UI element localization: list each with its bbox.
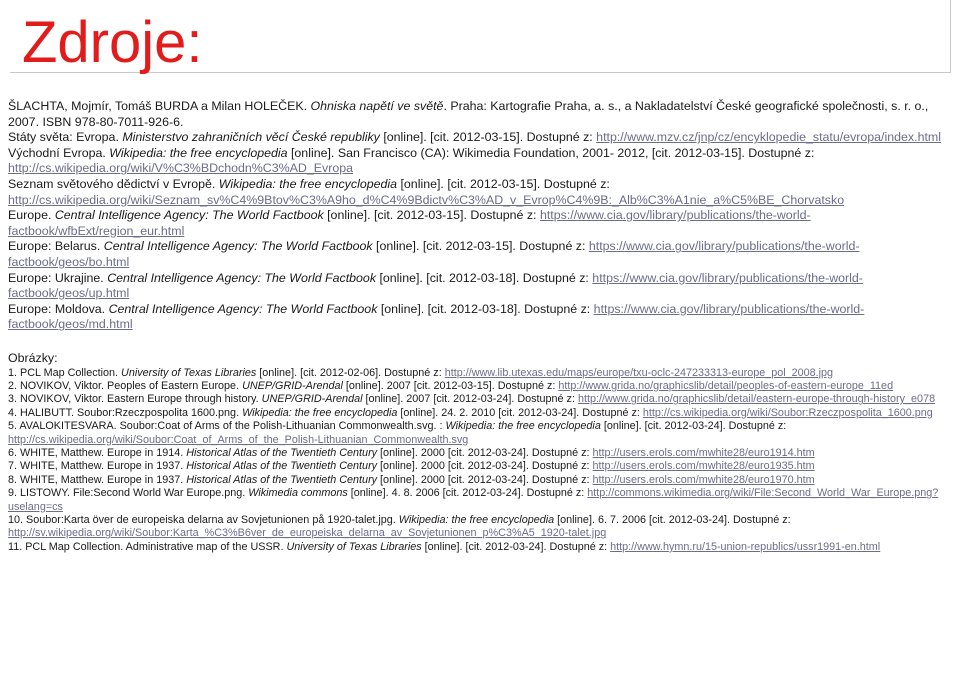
reference-4: Seznam světového dědictví v Evropě. Wikipedia: the free encyclopedia [online]. [cit. 2012-03-15]. Dostupné z: http://cs.wikipedia.org/wiki/Seznam_sv%C4%9Btov%C3%A9ho_d%C4%9Bdictv%C3%AD_v_Evrop%C4%9B:_Alb%C3%A1nie_a%C5%BE_Chorvatsko bbox=[8, 176, 845, 207]
image-source-11: 11. PCL Map Collection. Administrative map of the USSR. University of Texas Libraries [online]. [cit. 2012-03-24]. Dostupné z: http://www.hymn.ru/15-union-republics/ussr1991-en.html bbox=[8, 540, 881, 553]
reference-3: Východní Evropa. Wikipedia: the free encyclopedia [online]. San Francisco (CA): Wikimedia Foundation, 2001- 2012, [cit. 2012-03-15]. Dostupné z: http://cs.wikipedia.org/wiki/V%C3%BDchodn%C3%AD_Evropa bbox=[8, 145, 815, 176]
image-source-6: 6. WHITE, Matthew. Europe in 1914. Historical Atlas of the Twentieth Century [online]. 2000 [cit. 2012-03-24]. Dostupné z: http://users.erols.com/mwhite28/euro1914.htm bbox=[8, 446, 815, 459]
image-source-1: 1. PCL Map Collection. University of Texas Libraries [online]. [cit. 2012-02-06]. Dostupné z: http://www.lib.utexas.edu/maps/europe/txu-oclc-247233313-europe_pol_2008.jpg bbox=[8, 366, 834, 379]
reference-link[interactable]: https://www.cia.gov/library/publications/the-world-factbook/wfbExt/region_eur.html bbox=[8, 208, 811, 238]
image-source-5: 5. AVALOKITESVARA. Soubor:Coat of Arms of the Polish-Lithuanian Commonwealth.svg. : Wikipedia: the free encyclopedia [online]. [cit. 2012-03-24]. Dostupné z: http://cs.wikipedia.org/wiki/Soubor:Coat_of_Arms_of_the_Polish-Lithuanian_Commonwealth.svg bbox=[8, 420, 787, 446]
reference-link[interactable]: https://www.cia.gov/library/publications/the-world-factbook/geos/md.html bbox=[8, 301, 865, 332]
image-source-link[interactable]: http://sv.wikipedia.org/wiki/Soubor:Karta_%C3%B6ver_de_europeiska_delarna_av_Sovjetunionen_p%C3%A5_1920-talet.jpg bbox=[8, 527, 607, 540]
image-source-3: 3. NOVIKOV, Viktor. Eastern Europe through history. UNEP/GRID-Arendal [online]. 2007 [cit. 2012-03-24]. Dostupné z: http://www.grida.no/graphicslib/detail/eastern-europe-through-history_e078 bbox=[8, 393, 936, 406]
references bbox=[8, 99, 953, 554]
images-heading: Obrázky: bbox=[8, 350, 58, 365]
reference-7: Europe: Ukrajine. Central Intelligence Agency: The World Factbook [online]. [cit. 2012-03-18]. Dostupné z: https://www.cia.gov/library/publications/the-world-factbook/geos/up.html bbox=[8, 270, 863, 301]
reference-link[interactable]: http://cs.wikipedia.org/wiki/V%C3%BDchodn%C3%AD_Evropa bbox=[8, 161, 354, 176]
image-source-link[interactable]: http://cs.wikipedia.org/wiki/Soubor:Rzeczpospolita_1600.png bbox=[642, 406, 933, 419]
image-sources bbox=[8, 367, 953, 555]
image-source-link[interactable]: http://www.lib.utexas.edu/maps/europe/txu-oclc-247233313-europe_pol_2008.jpg bbox=[444, 366, 834, 379]
slide-title: Zdroje: bbox=[22, 10, 203, 75]
reference-link[interactable]: http://cs.wikipedia.org/wiki/Seznam_sv%C4%9Btov%C3%A9ho_d%C4%9Bdictv%C3%AD_v_Evrop%C4%9B:_Alb%C3%A1nie_a%C5%BE_Chorvatsko bbox=[8, 192, 845, 207]
reference-2: Státy světa: Evropa. Ministerstvo zahraničních věcí České republiky [online]. [cit. 2012-03-15]. Dostupné z: http://www.mzv.cz/jnp/cz/encyklopedie_statu/evropa/index.html bbox=[8, 130, 941, 145]
reference-link[interactable]: http://www.mzv.cz/jnp/cz/encyklopedie_statu/evropa/index.html bbox=[596, 130, 941, 145]
image-source-4: 4. HALIBUTT. Soubor:Rzeczpospolita 1600.png. Wikipedia: the free encyclopedia [online]. 24. 2. 2010 [cit. 2012-03-24]. Dostupné z: http://cs.wikipedia.org/wiki/Soubor:Rzeczpospolita_1600.png bbox=[8, 406, 933, 419]
reference-5: Europe. Central Intelligence Agency: The World Factbook [online]. [cit. 2012-03-15]. Dostupné z: https://www.cia.gov/library/publications/the-world-factbook/wfbExt/region_eur.html bbox=[8, 208, 811, 238]
image-source-7: 7. WHITE, Matthew. Europe in 1937. Historical Atlas of the Twentieth Century [online]. 2000 [cit. 2012-03-24]. Dostupné z: http://users.erols.com/mwhite28/euro1935.htm bbox=[8, 460, 815, 473]
image-source-link[interactable]: http://www.grida.no/graphicslib/detail/eastern-europe-through-history_e078 bbox=[577, 393, 936, 406]
reference-8: Europe: Moldova. Central Intelligence Agency: The World Factbook [online]. [cit. 2012-03-18]. Dostupné z: https://www.cia.gov/library/publications/the-world-factbook/geos/md.html bbox=[8, 301, 865, 332]
image-source-link[interactable]: http://www.grida.no/graphicslib/detail/peoples-of-eastern-europe_11ed bbox=[558, 379, 894, 392]
reference-1: ŠLACHTA, Mojmír, Tomáš BURDA a Milan HOLEČEK. Ohniska napětí ve světě. Praha: Kartografie Praha, a. s., a Nakladatelství České geografické společnosti, s. r. o., 2007. ISBN 978-80-7011-926-6. bbox=[8, 99, 929, 129]
reference-link[interactable]: https://www.cia.gov/library/publications/the-world-factbook/geos/bo.html bbox=[8, 239, 860, 269]
image-source-10: 10. Soubor:Karta över de europeiska delarna av Sovjetunionen på 1920-talet.jpg. Wikipedia: the free encyclopedia [online]. 6. 7. 2006 [cit. 2012-03-24]. Dostupné z: http://sv.wikipedia.org/wiki/Soubor:Karta_%C3%B6ver_de_europeiska_delarna_av_Sovjetunionen_p%C3%A5_1920-talet.jpg bbox=[8, 513, 791, 540]
section-spacer bbox=[8, 333, 953, 351]
reference-6: Europe: Belarus. Central Intelligence Agency: The World Factbook [online]. [cit. 2012-03-15]. Dostupné z: https://www.cia.gov/library/publications/the-world-factbook/geos/bo.html bbox=[8, 239, 860, 269]
image-source-link[interactable]: http://users.erols.com/mwhite28/euro1970.htm bbox=[592, 473, 815, 486]
image-source-link[interactable]: http://cs.wikipedia.org/wiki/Soubor:Coat_of_Arms_of_the_Polish-Lithuanian_Commonwealth.svg bbox=[8, 433, 469, 446]
image-source-link[interactable]: http://www.hymn.ru/15-union-republics/ussr1991-en.html bbox=[610, 540, 881, 553]
reference-link[interactable]: https://www.cia.gov/library/publications/the-world-factbook/geos/up.html bbox=[8, 270, 863, 301]
image-source-link[interactable]: http://users.erols.com/mwhite28/euro1935.htm bbox=[592, 460, 815, 473]
image-source-9: 9. LISTOWY. File:Second World War Europe.png. Wikimedia commons [online]. 4. 8. 2006 [cit. 2012-03-24]. Dostupné z: http://commons.wikimedia.org/wiki/File:Second_World_War_Europe.png?uselang=cs bbox=[8, 487, 939, 513]
image-source-2: 2. NOVIKOV, Viktor. Peoples of Eastern Europe. UNEP/GRID-Arendal [online]. 2007 [cit. 2012-03-15]. Dostupné z: http://www.grida.no/graphicslib/detail/peoples-of-eastern-europe_11ed bbox=[8, 379, 894, 392]
image-source-link[interactable]: http://commons.wikimedia.org/wiki/File:Second_World_War_Europe.png?uselang=cs bbox=[8, 487, 939, 513]
image-source-8: 8. WHITE, Matthew. Europe in 1937. Historical Atlas of the Twentieth Century [online]. 2000 [cit. 2012-03-24]. Dostupné z: http://users.erols.com/mwhite28/euro1970.htm bbox=[8, 473, 815, 486]
image-source-link[interactable]: http://users.erols.com/mwhite28/euro1914.htm bbox=[592, 446, 815, 459]
